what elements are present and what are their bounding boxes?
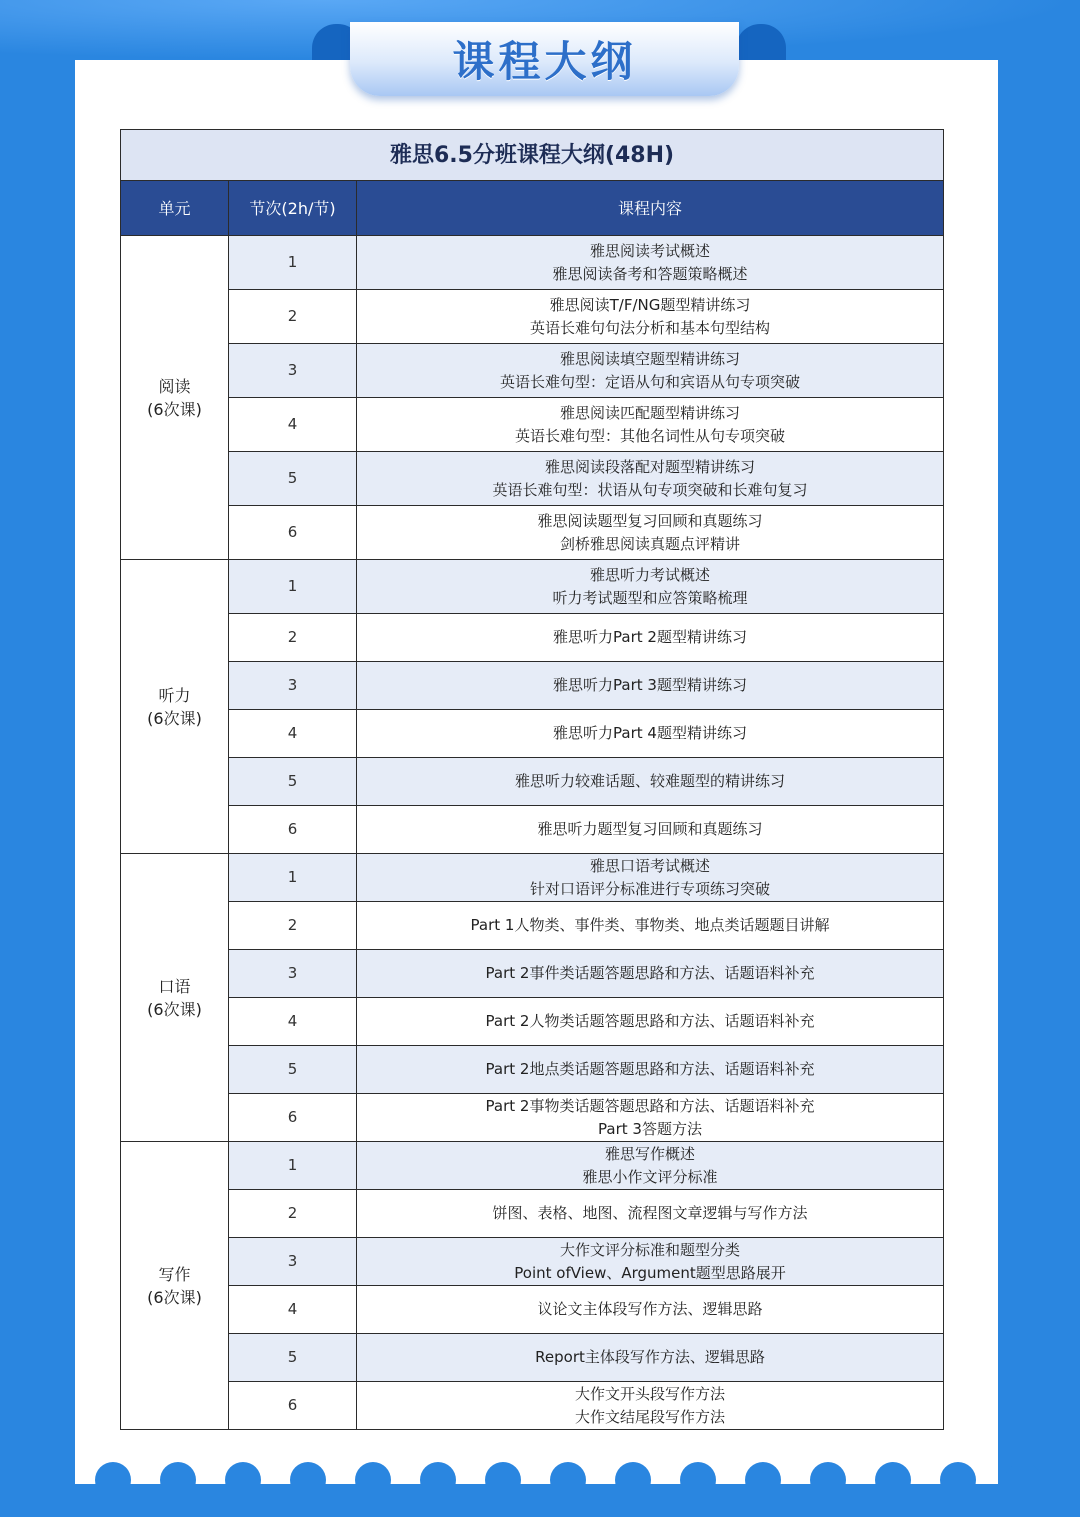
unit-count: (6次课)	[147, 399, 202, 419]
scallop-edge	[75, 1462, 998, 1484]
lesson-number: 6	[229, 1382, 357, 1430]
lesson-content-line: 大作文结尾段写作方法	[575, 1407, 726, 1426]
table-row	[121, 1286, 944, 1334]
unit-name: 阅读	[158, 376, 191, 396]
lesson-content-line: 英语长难句型：定语从句和宾语从句专项突破	[500, 372, 801, 391]
lesson-content	[357, 902, 944, 950]
table-row	[121, 236, 944, 290]
unit-count: (6次课)	[147, 1287, 202, 1307]
lesson-content	[357, 998, 944, 1046]
lesson-number: 5	[229, 1334, 357, 1382]
unit-name: 口语	[158, 976, 191, 996]
table-row	[121, 758, 944, 806]
lesson-content-line: 雅思听力Part 4题型精讲练习	[553, 724, 747, 742]
lesson-content	[357, 1238, 944, 1286]
lesson-content	[357, 1094, 944, 1142]
course-outline-table	[120, 129, 944, 1430]
lesson-content-line: Part 2地点类话题答题思路和方法、话题语料补充	[485, 1060, 815, 1078]
table-row	[121, 506, 944, 560]
unit-name: 写作	[158, 1264, 191, 1284]
lesson-content-line: 雅思阅读考试概述	[590, 241, 711, 260]
unit-name: 听力	[158, 685, 191, 705]
lesson-number: 3	[229, 1238, 357, 1286]
lesson-content	[357, 854, 944, 902]
lesson-number: 2	[229, 614, 357, 662]
lesson-content-line: 雅思阅读备考和答题策略概述	[552, 264, 748, 283]
lesson-content-line: 英语长难句型：其他名词性从句专项突破	[515, 426, 786, 445]
lesson-number: 3	[229, 662, 357, 710]
table-row	[121, 1046, 944, 1094]
table-row	[121, 1190, 944, 1238]
unit-count: (6次课)	[147, 708, 202, 728]
lesson-content-line: 雅思写作概述	[605, 1144, 696, 1163]
lesson-number: 6	[229, 806, 357, 854]
unit-cell	[121, 236, 229, 560]
lesson-content-line: 雅思口语考试概述	[590, 856, 711, 875]
lesson-content-line: Part 2人物类话题答题思路和方法、话题语料补充	[485, 1012, 815, 1030]
table-row	[121, 998, 944, 1046]
lesson-content-line: Point ofView、Argument题型思路展开	[514, 1263, 786, 1282]
table-row	[121, 344, 944, 398]
lesson-content-line: 议论文主体段写作方法、逻辑思路	[537, 1300, 763, 1318]
lesson-number: 6	[229, 506, 357, 560]
lesson-content	[357, 398, 944, 452]
lesson-content	[357, 1334, 944, 1382]
lesson-content	[357, 452, 944, 506]
lesson-content-line: 大作文开头段写作方法	[575, 1384, 726, 1403]
table-row	[121, 902, 944, 950]
unit-cell	[121, 1142, 229, 1430]
lesson-content-line: 剑桥雅思阅读真题点评精讲	[560, 534, 741, 553]
lesson-number: 4	[229, 710, 357, 758]
lesson-content-line: Part 3答题方法	[598, 1119, 702, 1138]
header-unit: 单元	[121, 181, 229, 236]
lesson-number: 5	[229, 452, 357, 506]
lesson-number: 3	[229, 950, 357, 998]
unit-cell	[121, 854, 229, 1142]
lesson-content	[357, 236, 944, 290]
lesson-content-line: 针对口语评分标准进行专项练习突破	[530, 879, 771, 898]
lesson-content-line: 雅思听力Part 3题型精讲练习	[553, 676, 747, 694]
header-content: 课程内容	[357, 181, 944, 236]
table-header-row	[121, 181, 944, 236]
lesson-number: 5	[229, 758, 357, 806]
table-row	[121, 854, 944, 902]
lesson-content-line: 雅思阅读题型复习回顾和真题练习	[537, 511, 763, 530]
lesson-content-line: Report主体段写作方法、逻辑思路	[535, 1348, 765, 1366]
unit-count: (6次课)	[147, 999, 202, 1019]
lesson-number: 1	[229, 236, 357, 290]
lesson-number: 2	[229, 290, 357, 344]
lesson-content-line: 雅思阅读段落配对题型精讲练习	[545, 457, 756, 476]
lesson-content-line: 雅思小作文评分标准	[582, 1167, 718, 1186]
lesson-content	[357, 1286, 944, 1334]
table-row	[121, 710, 944, 758]
table-row	[121, 662, 944, 710]
header-lesson: 节次(2h/节)	[229, 181, 357, 236]
lesson-content	[357, 290, 944, 344]
lesson-content	[357, 614, 944, 662]
lesson-number: 3	[229, 344, 357, 398]
lesson-content-line: 雅思阅读匹配题型精讲练习	[560, 403, 741, 422]
lesson-number: 6	[229, 1094, 357, 1142]
lesson-content	[357, 950, 944, 998]
lesson-content	[357, 1382, 944, 1430]
title-badge	[350, 22, 739, 96]
lesson-number: 1	[229, 854, 357, 902]
lesson-number: 5	[229, 1046, 357, 1094]
lesson-content	[357, 710, 944, 758]
table-row	[121, 1238, 944, 1286]
table-caption-row	[121, 130, 944, 181]
table-row	[121, 560, 944, 614]
lesson-content-line: 英语长难句句法分析和基本句型结构	[530, 318, 771, 337]
lesson-number: 2	[229, 1190, 357, 1238]
lesson-number: 1	[229, 560, 357, 614]
badge-title: 课程大纲	[452, 37, 637, 86]
lesson-content-line: 雅思阅读T/F/NG题型精讲练习	[549, 295, 751, 314]
lesson-content	[357, 1046, 944, 1094]
table-row	[121, 1094, 944, 1142]
lesson-number: 2	[229, 902, 357, 950]
unit-cell	[121, 560, 229, 854]
lesson-content-line: 饼图、表格、地图、流程图文章逻辑与写作方法	[492, 1204, 808, 1222]
table-row	[121, 1382, 944, 1430]
lesson-number: 4	[229, 398, 357, 452]
lesson-content	[357, 506, 944, 560]
lesson-content-line: 雅思听力考试概述	[590, 565, 711, 584]
lesson-content-line: 英语长难句型：状语从句专项突破和长难句复习	[492, 480, 808, 499]
lesson-content-line: Part 2事物类话题答题思路和方法、话题语料补充	[485, 1096, 815, 1115]
lesson-content	[357, 560, 944, 614]
lesson-number: 4	[229, 998, 357, 1046]
table-row	[121, 452, 944, 506]
lesson-content-line: 雅思听力Part 2题型精讲练习	[553, 628, 747, 646]
lesson-content-line: 雅思阅读填空题型精讲练习	[560, 349, 741, 368]
table-row	[121, 398, 944, 452]
table-row	[121, 950, 944, 998]
lesson-content-line: 听力考试题型和应答策略梳理	[552, 588, 748, 607]
lesson-content	[357, 1142, 944, 1190]
lesson-content	[357, 1190, 944, 1238]
lesson-content-line: 雅思听力题型复习回顾和真题练习	[537, 820, 763, 838]
lesson-content-line: Part 1人物类、事件类、事物类、地点类话题题目讲解	[470, 916, 830, 934]
table-row	[121, 1334, 944, 1382]
lesson-content	[357, 344, 944, 398]
background-bottom-band	[0, 1484, 1080, 1517]
lesson-content-line: 大作文评分标准和题型分类	[560, 1240, 741, 1259]
lesson-content	[357, 662, 944, 710]
lesson-content	[357, 758, 944, 806]
table-row	[121, 1142, 944, 1190]
table-title: 雅思6.5分班课程大纲(48H)	[121, 130, 944, 181]
lesson-content	[357, 806, 944, 854]
lesson-number: 1	[229, 1142, 357, 1190]
lesson-content-line: 雅思听力较难话题、较难题型的精讲练习	[515, 772, 786, 790]
table-row	[121, 806, 944, 854]
table-row	[121, 614, 944, 662]
lesson-number: 4	[229, 1286, 357, 1334]
lesson-content-line: Part 2事件类话题答题思路和方法、话题语料补充	[485, 964, 815, 982]
table-row	[121, 290, 944, 344]
